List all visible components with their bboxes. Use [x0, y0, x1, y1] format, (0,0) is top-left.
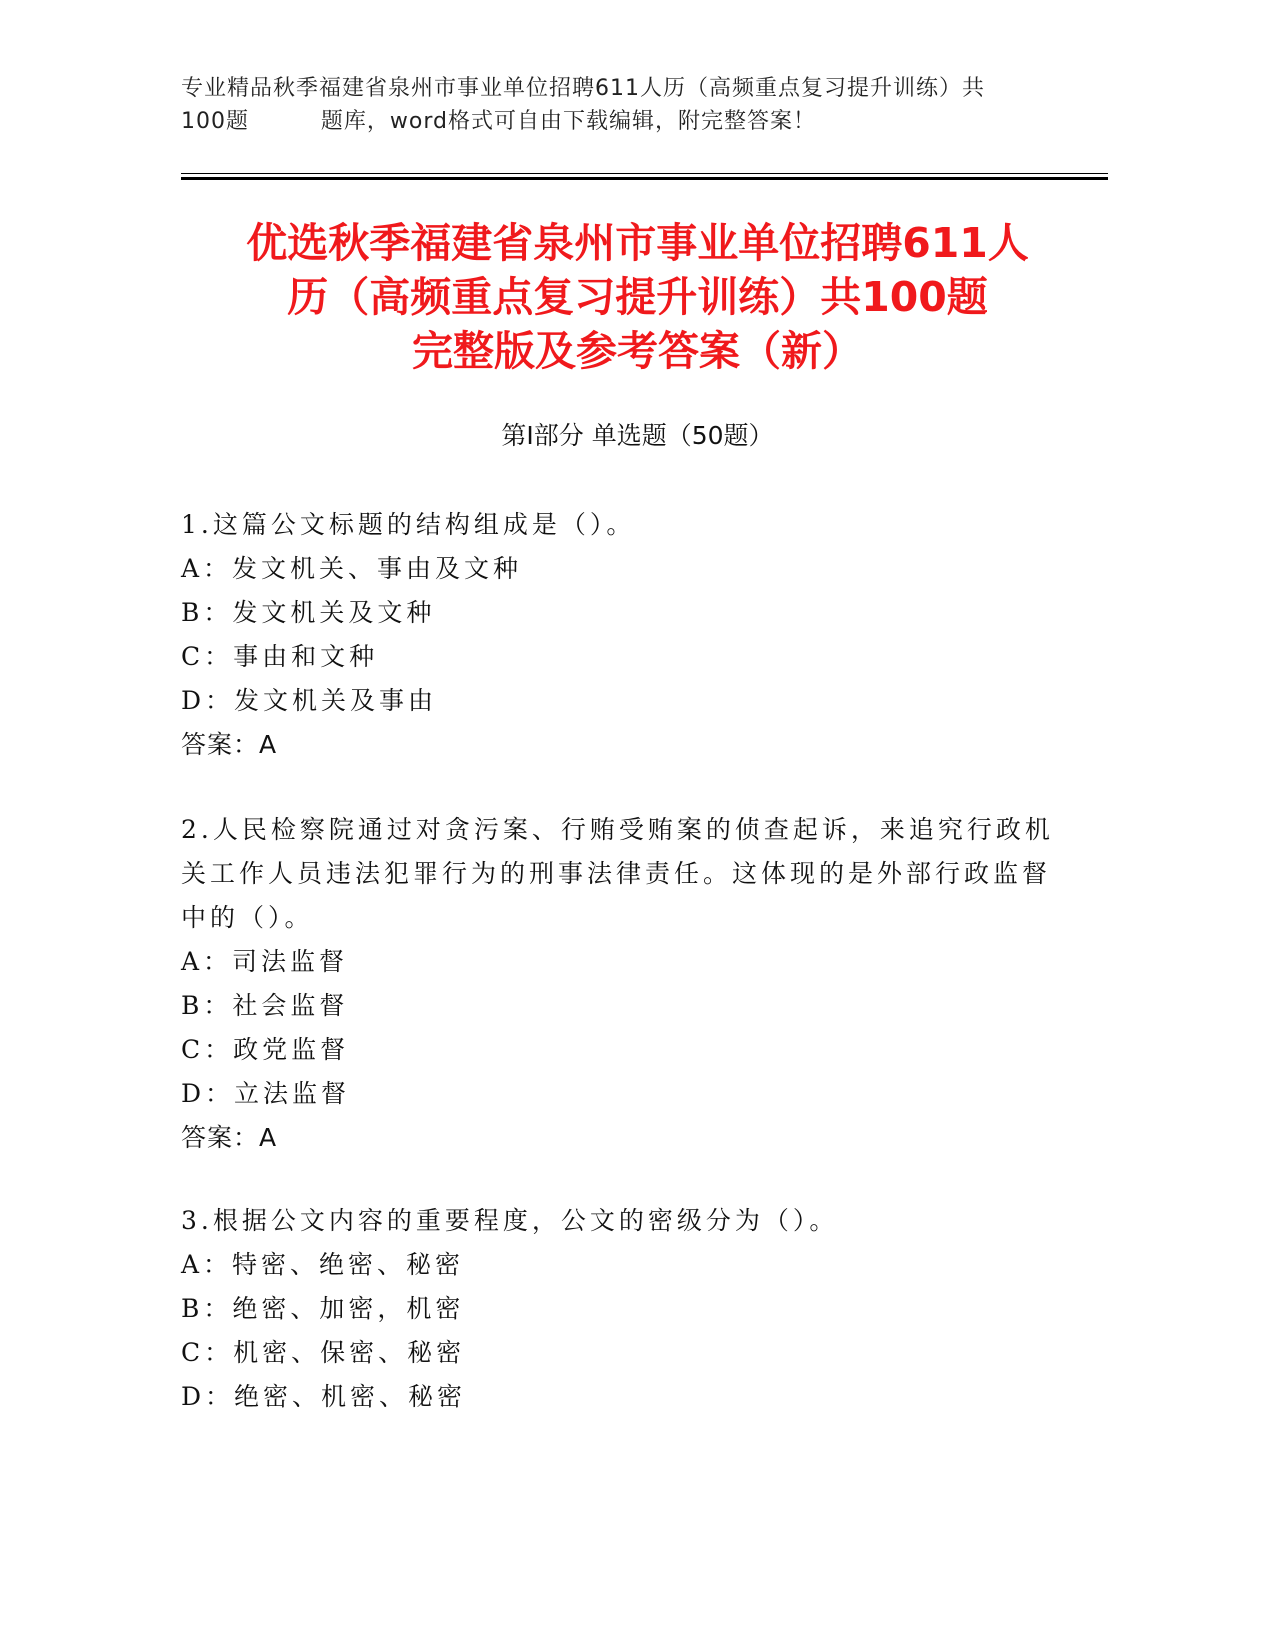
option-a: A：特密、绝密、秘密 — [181, 1250, 465, 1279]
option-d: D：立法监督 — [181, 1079, 351, 1108]
header-divider-thick — [181, 177, 1108, 180]
question-3 — [181, 1199, 1061, 1419]
option-c: C：机密、保密、秘密 — [181, 1338, 466, 1367]
title-line-2: 历（高频重点复习提升训练）共100题 — [287, 273, 988, 321]
question-stem: 1.这篇公文标题的结构组成是（）。 — [181, 510, 636, 539]
answer-label: 答案：A — [181, 730, 278, 759]
question-1 — [181, 503, 1061, 767]
option-c: C：事由和文种 — [181, 642, 379, 671]
option-d: D：发文机关及事由 — [181, 686, 438, 715]
header-line-2: 100题 题库，word格式可自由下载编辑，附完整答案！ — [181, 109, 817, 134]
option-b: B：社会监督 — [181, 991, 349, 1020]
title-line-1: 优选秋季福建省泉州市事业单位招聘611人 — [246, 219, 1029, 267]
option-d: D：绝密、机密、秘密 — [181, 1382, 467, 1411]
option-a: A：发文机关、事由及文种 — [181, 554, 523, 583]
header-divider-thin — [181, 173, 1108, 174]
option-b: B：发文机关及文种 — [181, 598, 436, 627]
header-line-1: 专业精品秋季福建省泉州市事业单位招聘611人历（高频重点复习提升训练）共 — [181, 76, 985, 101]
document-title — [150, 216, 1125, 378]
question-stem: 2.人民检察院通过对贪污案、行贿受贿案的侦查起诉，来追究行政机关工作人员违法犯罪行为的刑事法律责任。这体现的是外部行政监督中的（）。 — [181, 815, 1054, 932]
option-c: C：政党监督 — [181, 1035, 350, 1064]
document-header — [181, 72, 1061, 138]
question-2 — [181, 808, 1061, 1160]
question-stem: 3.根据公文内容的重要程度，公文的密级分为（）。 — [181, 1206, 839, 1235]
option-a: A：司法监督 — [181, 947, 349, 976]
section-title: 第Ⅰ部分 单选题（50题） — [501, 421, 774, 450]
title-line-3: 完整版及参考答案（新） — [412, 327, 863, 375]
option-b: B：绝密、加密，机密 — [181, 1294, 465, 1323]
answer-label: 答案：A — [181, 1123, 278, 1152]
